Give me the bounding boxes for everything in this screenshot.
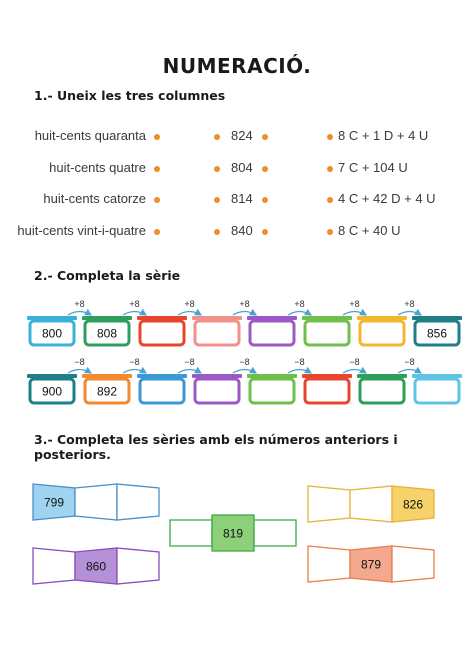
row2-box-1-lid	[27, 374, 77, 378]
row1-step-label-1: +8	[74, 299, 85, 309]
row2-box-6[interactable]	[305, 379, 349, 403]
row1-step-arrow-7	[398, 312, 421, 316]
match-dot-number-right-1[interactable]	[262, 134, 268, 140]
row1-step-label-3: +8	[184, 299, 195, 309]
number-strip-4-panel-3[interactable]	[117, 548, 159, 584]
row2-step-label-3: −8	[184, 357, 195, 367]
decomposition-1: 8 C + 1 D + 4 U	[338, 128, 429, 143]
row2-step-arrow-6	[343, 370, 366, 374]
row2-step-arrow-5	[288, 370, 311, 374]
number-4: 840	[231, 223, 253, 238]
row1-box-1-value: 800	[41, 326, 63, 341]
series-exercise	[0, 290, 474, 410]
match-dot-number-left-2[interactable]	[214, 166, 220, 172]
number-strip-2-panel-1[interactable]	[170, 520, 212, 546]
row2-box-4-lid	[192, 374, 242, 378]
number-strip-1-panel-2[interactable]	[75, 484, 117, 520]
row1-step-arrow-5	[288, 312, 311, 316]
word-1: huit-cents quaranta	[34, 128, 146, 143]
row1-step-arrow-1	[68, 312, 91, 316]
row1-step-arrow-2	[123, 312, 146, 316]
row1-box-3[interactable]	[140, 321, 184, 345]
row2-box-6-lid	[302, 374, 352, 378]
row2-step-arrow-4	[233, 370, 256, 374]
number-1: 824	[231, 128, 253, 143]
row2-box-2-value: 892	[96, 384, 118, 399]
number-strip-5-panel-3[interactable]	[392, 546, 434, 582]
number-strip-5-panel-1[interactable]	[308, 546, 350, 582]
row2-box-1-value: 900	[41, 384, 63, 399]
section2-heading: 2.- Completa la sèrie	[34, 268, 181, 283]
row1-step-label-2: +8	[129, 299, 140, 309]
row2-box-2-lid	[82, 374, 132, 378]
strips-exercise	[0, 470, 474, 600]
match-dot-number-left-3[interactable]	[214, 197, 220, 203]
row1-box-5[interactable]	[250, 321, 294, 345]
row1-step-arrow-6	[343, 312, 366, 316]
decomposition-2: 7 C + 104 U	[338, 160, 408, 175]
number-strip-3-panel-1[interactable]	[308, 486, 350, 522]
row2-step-label-5: −8	[294, 357, 305, 367]
number-strip-1	[33, 484, 159, 520]
number-strip-2	[170, 515, 296, 551]
row2-step-arrow-3	[178, 370, 201, 374]
number-strip-2-panel-3[interactable]	[254, 520, 296, 546]
match-dot-word-4[interactable]	[154, 229, 160, 235]
row1-step-label-7: +8	[404, 299, 415, 309]
number-strip-3-panel-2[interactable]	[350, 486, 392, 522]
number-strip-4-value: 860	[85, 559, 107, 574]
match-dot-word-1[interactable]	[154, 134, 160, 140]
row1-box-7[interactable]	[360, 321, 404, 345]
match-dot-decomp-1[interactable]	[327, 134, 333, 140]
match-dot-number-right-4[interactable]	[262, 229, 268, 235]
row1-box-4-lid	[192, 316, 242, 320]
row1-box-4[interactable]	[195, 321, 239, 345]
row2-box-4[interactable]	[195, 379, 239, 403]
section1-heading: 1.- Uneix les tres columnes	[34, 88, 226, 103]
row1-step-label-4: +8	[239, 299, 250, 309]
row1-box-6[interactable]	[305, 321, 349, 345]
word-4: huit-cents vint-i-quatre	[17, 223, 146, 238]
row1-step-arrow-3	[178, 312, 201, 316]
row1-step-arrow-4	[233, 312, 256, 316]
number-3: 814	[231, 191, 253, 206]
row1-box-3-lid	[137, 316, 187, 320]
number-strip-3	[308, 486, 434, 522]
row1-box-6-lid	[302, 316, 352, 320]
row1-step-label-6: +8	[349, 299, 360, 309]
row2-step-label-2: −8	[129, 357, 140, 367]
row2-box-5[interactable]	[250, 379, 294, 403]
row2-box-8[interactable]	[415, 379, 459, 403]
match-dot-number-right-3[interactable]	[262, 197, 268, 203]
match-dot-decomp-3[interactable]	[327, 197, 333, 203]
page-title: NUMERACIÓ.	[162, 54, 312, 78]
row2-step-arrow-1	[68, 370, 91, 374]
number-strip-1-panel-3[interactable]	[117, 484, 159, 520]
number-strip-5-value: 879	[360, 557, 382, 572]
number-strip-5	[308, 546, 434, 582]
number-strip-4-panel-1[interactable]	[33, 548, 75, 584]
row1-box-2-value: 808	[96, 326, 118, 341]
row1-box-1-lid	[27, 316, 77, 320]
row1-step-label-5: +8	[294, 299, 305, 309]
match-dot-word-2[interactable]	[154, 166, 160, 172]
row2-step-label-4: −8	[239, 357, 250, 367]
row2-box-5-lid	[247, 374, 297, 378]
match-dot-number-right-2[interactable]	[262, 166, 268, 172]
match-dot-number-left-4[interactable]	[214, 229, 220, 235]
row2-box-7-lid	[357, 374, 407, 378]
decomposition-3: 4 C + 42 D + 4 U	[338, 191, 436, 206]
row2-step-label-1: −8	[74, 357, 85, 367]
row1-box-5-lid	[247, 316, 297, 320]
number-strip-1-value: 799	[43, 495, 65, 510]
row2-box-7[interactable]	[360, 379, 404, 403]
match-dot-decomp-2[interactable]	[327, 166, 333, 172]
row2-box-8-lid	[412, 374, 462, 378]
row2-step-label-7: −8	[404, 357, 415, 367]
decomposition-4: 8 C + 40 U	[338, 223, 401, 238]
number-2: 804	[231, 160, 253, 175]
row1-box-8-lid	[412, 316, 462, 320]
row1-box-7-lid	[357, 316, 407, 320]
row1-box-8-value: 856	[426, 326, 448, 341]
match-dot-number-left-1[interactable]	[214, 134, 220, 140]
section3-heading: 3.- Completa les sèries amb els números anteriors i posteriors.	[34, 432, 398, 462]
row1-box-2-lid	[82, 316, 132, 320]
row2-step-label-6: −8	[349, 357, 360, 367]
row2-step-arrow-7	[398, 370, 421, 374]
row2-step-arrow-2	[123, 370, 146, 374]
match-dot-decomp-4[interactable]	[327, 229, 333, 235]
number-strip-3-value: 826	[402, 497, 424, 512]
number-strip-2-value: 819	[222, 526, 244, 541]
row2-box-3-lid	[137, 374, 187, 378]
word-3: huit-cents catorze	[43, 191, 146, 206]
row2-box-3[interactable]	[140, 379, 184, 403]
number-strip-4	[33, 548, 159, 584]
match-dot-word-3[interactable]	[154, 197, 160, 203]
word-2: huit-cents quatre	[49, 160, 146, 175]
